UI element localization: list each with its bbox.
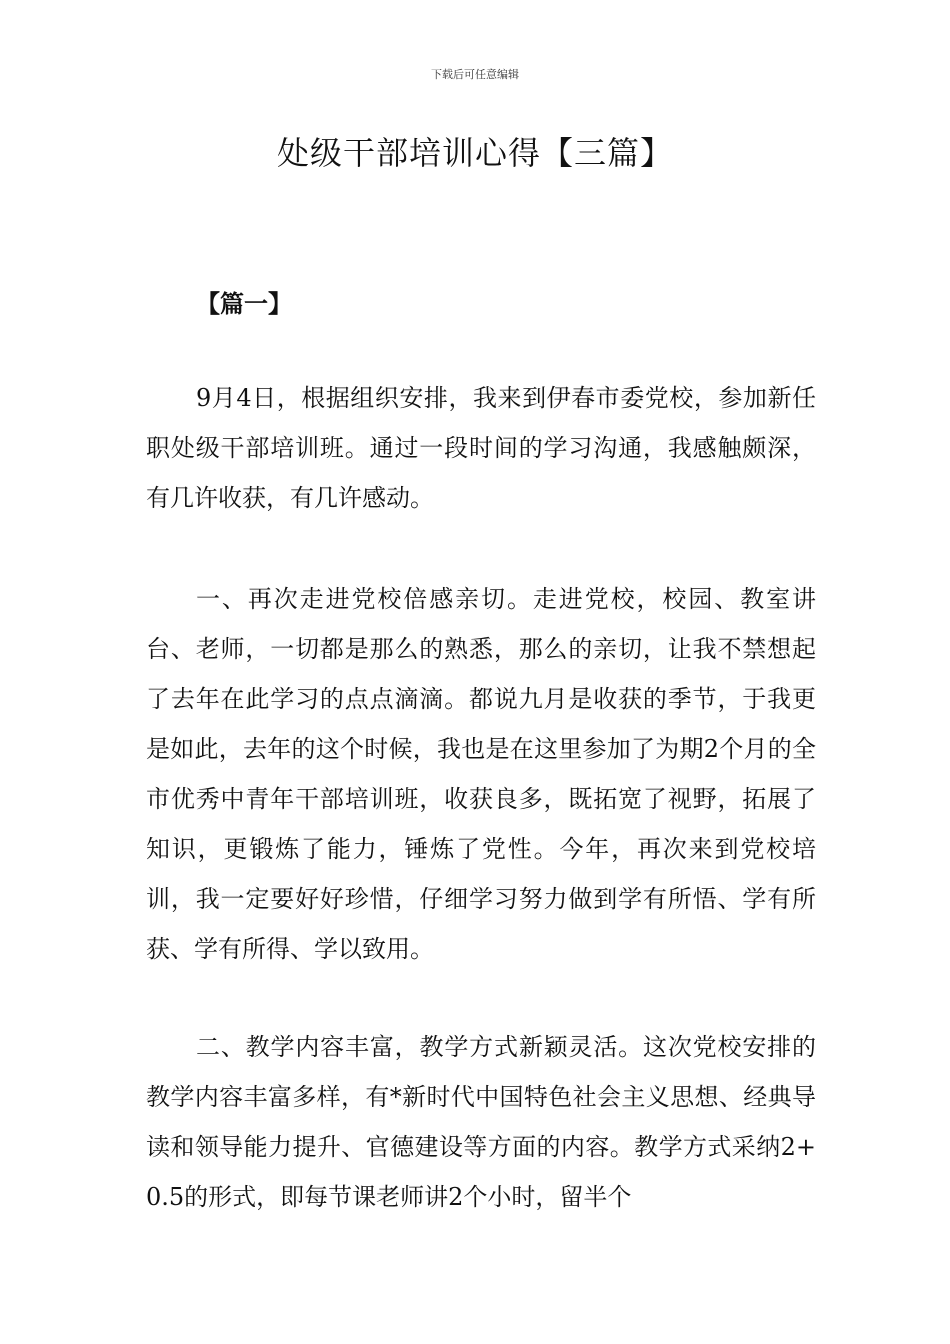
section-heading: 【篇一】 [196,290,292,318]
paragraph-point-one: 一、再次走进党校倍感亲切。走进党校，校园、教室讲台、老师，一切都是那么的熟悉，那么的亲切，让我不禁想起了去年在此学习的点点滴滴。都说九月是收获的季节，于我更是如此，去年的这个时候，我也是在这里参加了为期2个月的全市优秀中青年干部培训班，收获良多，既拓宽了视野，拓展了知识，更锻炼了能力，锤炼了党性。今年，再次来到党校培训，我一定要好好珍惜，仔细学习努力做到学有所悟、学有所获、学有所得、学以致用。 [146,585,816,963]
paragraph-intro: 9月4日，根据组织安排，我来到伊春市委党校，参加新任职处级干部培训班。通过一段时间的学习沟通，我感触颇深，有几许收获，有几许感动。 [146,384,816,512]
paragraph-point-two: 二、教学内容丰富，教学方式新颖灵活。这次党校安排的教学内容丰富多样，有*新时代中国特色社会主义思想、经典导读和领导能力提升、官德建设等方面的内容。教学方式采纳2+0.5的形式，即每节课老师讲2个小时，留半个 [146,1033,816,1211]
document-title: 处级干部培训心得【三篇】 [276,134,673,172]
header-note: 下载后可任意编辑 [431,68,519,81]
